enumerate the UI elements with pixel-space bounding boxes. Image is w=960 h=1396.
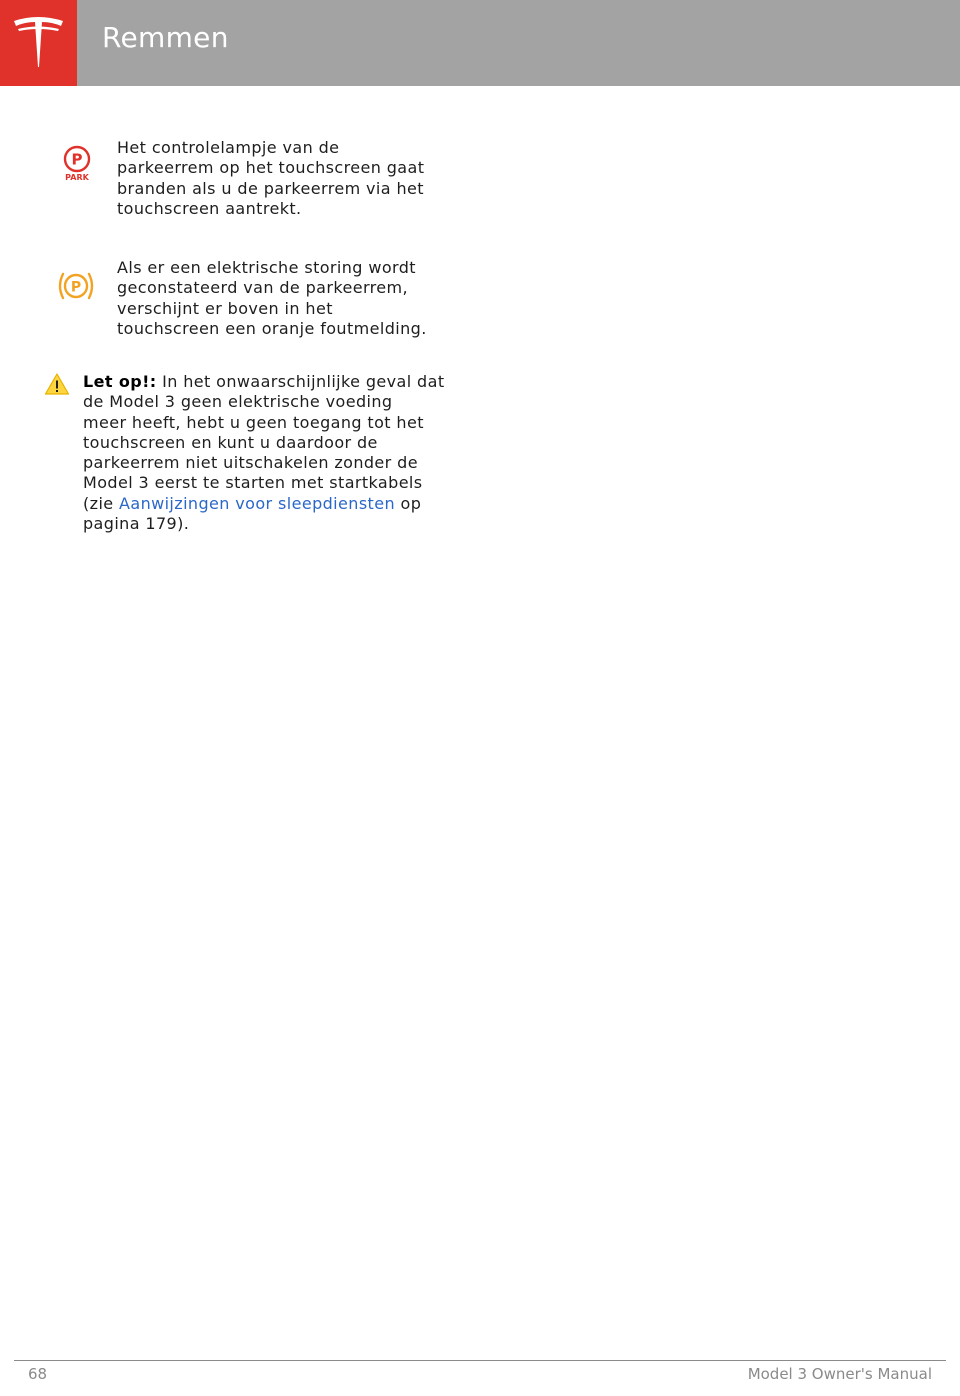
text-line: parkeerrem op het touchscreen gaat xyxy=(117,158,425,178)
link-line xyxy=(83,494,453,514)
footer-divider xyxy=(14,1360,946,1361)
tesla-logo-icon xyxy=(12,15,65,71)
text-span: (zie xyxy=(83,493,120,513)
text-line: Het controlelampje van de xyxy=(117,138,340,157)
text-line: meer heeft, hebt u geen toegang tot het xyxy=(83,412,424,432)
svg-text:PARK: PARK xyxy=(65,173,89,182)
text-line: Model 3 eerst te starten met startkabels xyxy=(83,473,423,493)
page-title: Remmen xyxy=(102,21,229,54)
text-line: touchscreen een oranje foutmelding. xyxy=(117,318,427,338)
page-header xyxy=(0,0,960,86)
text-line: branden als u de parkeerrem via het xyxy=(117,178,424,198)
park-brake-fault-description xyxy=(117,258,447,339)
park-brake-fault-icon xyxy=(55,266,97,306)
warning-title: Let op!: xyxy=(83,372,157,391)
towing-instructions-link[interactable]: Aanwijzingen voor sleepdiensten xyxy=(119,493,396,513)
manual-title: Model 3 Owner's Manual xyxy=(747,1365,932,1383)
warning-triangle-icon xyxy=(44,372,70,396)
text-span: In het onwaarschijnlijke geval dat xyxy=(156,372,445,391)
text-line: geconstateerd van de parkeerrem, xyxy=(117,278,408,298)
text-line: Als er een elektrische storing wordt xyxy=(117,258,416,277)
warning-note xyxy=(83,372,453,534)
text-span: op xyxy=(395,493,422,513)
text-line: pagina 179). xyxy=(83,514,190,534)
svg-text:P: P xyxy=(71,150,83,169)
brand-logo xyxy=(0,0,77,86)
text-line: de Model 3 geen elektrische voeding xyxy=(83,392,393,412)
warning-first-line xyxy=(83,372,453,392)
svg-text:P: P xyxy=(70,279,82,296)
text-line: touchscreen aantrekt. xyxy=(117,198,302,218)
page-number: 68 xyxy=(28,1365,48,1383)
text-line: verschijnt er boven in het xyxy=(117,298,333,318)
text-line: parkeerrem niet uitschakelen zonder de xyxy=(83,453,418,473)
park-brake-description xyxy=(117,138,447,219)
text-line: touchscreen en kunt u daardoor de xyxy=(83,432,378,452)
park-brake-icon xyxy=(57,143,97,183)
